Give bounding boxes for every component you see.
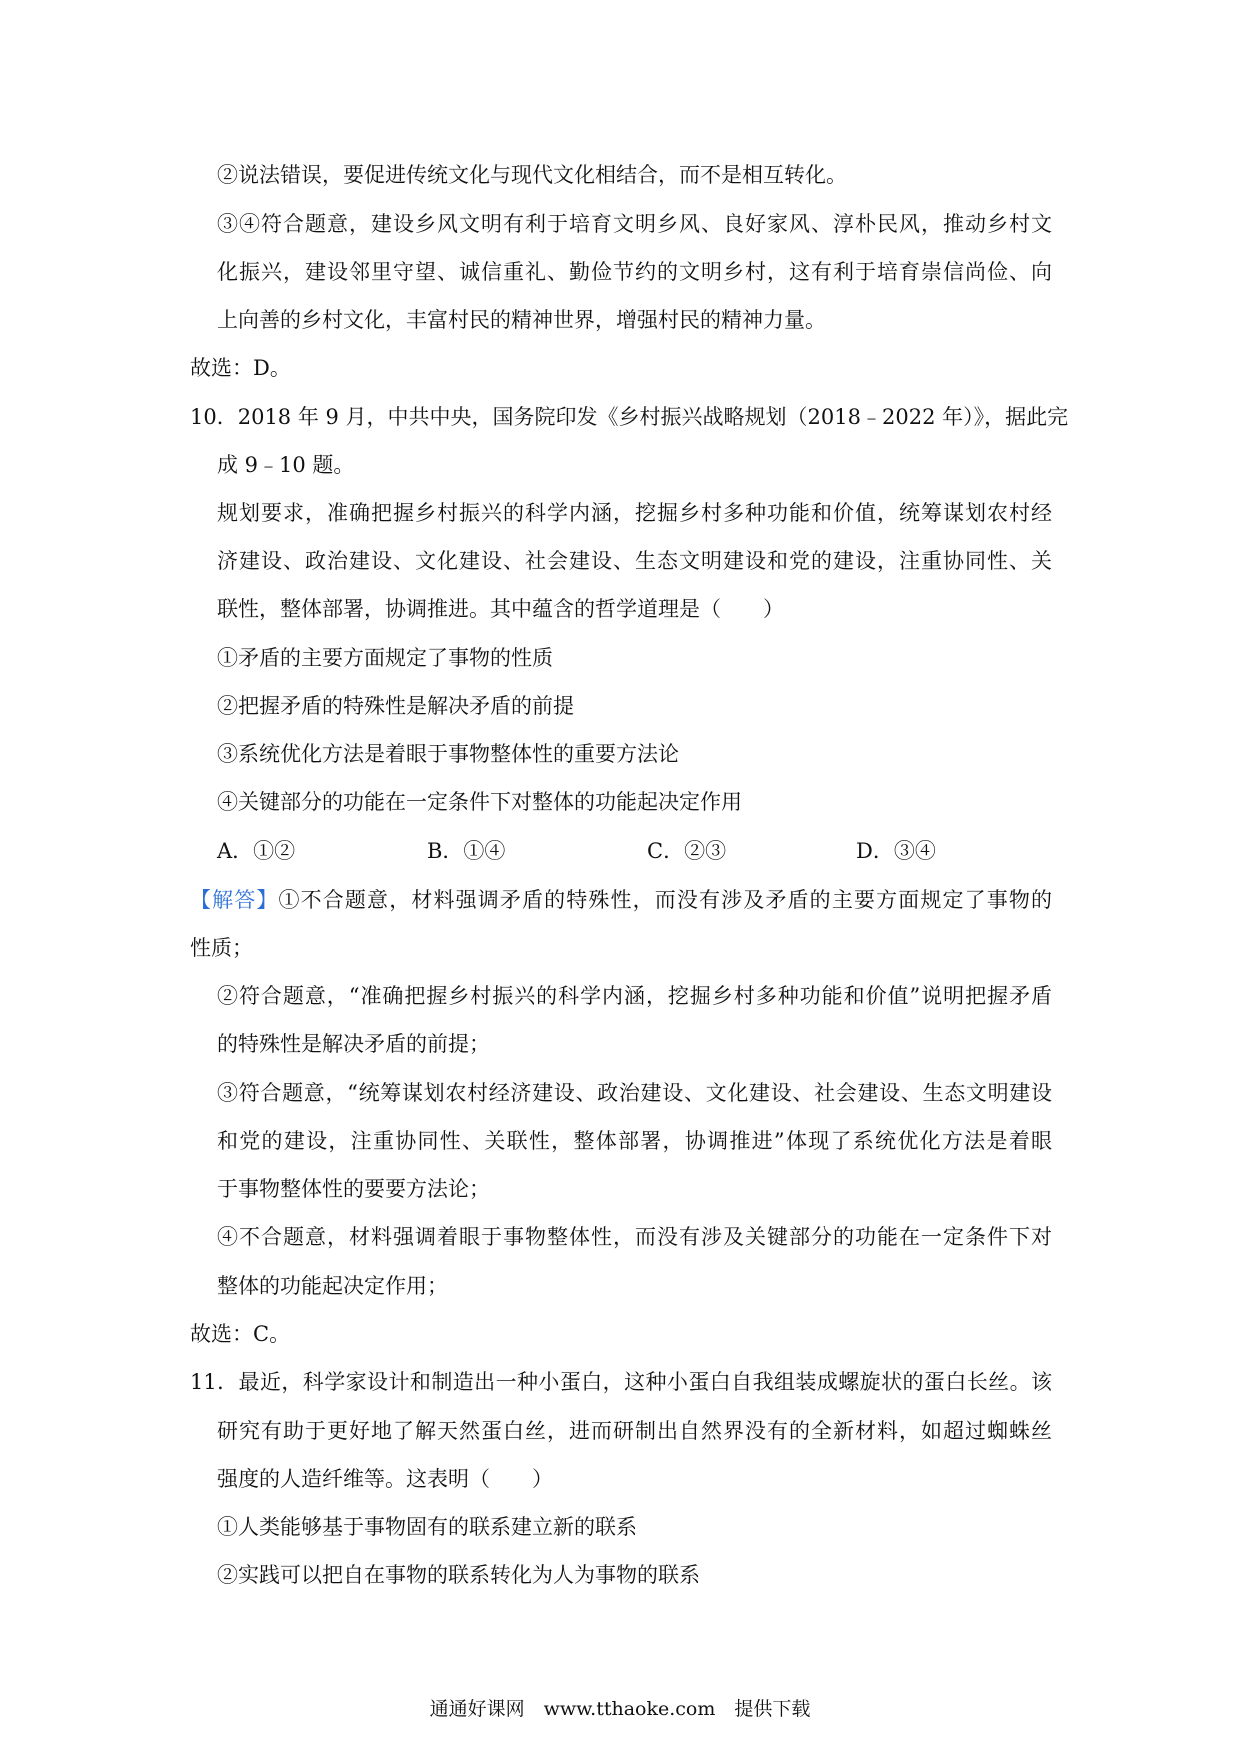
q10-answer3-line3: 于事物整体性的要要方法论； <box>217 1177 490 1201</box>
q11-stem-line2: 研究有助于更好地了解天然蛋白丝，进而研制出自然界没有的全新材料，如超过蜘蛛丝 <box>217 1419 1052 1443</box>
q10-statement-4: ④关键部分的功能在一定条件下对整体的功能起决定作用 <box>217 790 742 814</box>
q11-stem-line3: 强度的人造纤维等。这表明（ ） <box>217 1467 553 1491</box>
q11-statement-1: ①人类能够基于事物固有的联系建立新的联系 <box>217 1515 637 1539</box>
q10-statement-1: ①矛盾的主要方面规定了事物的性质 <box>217 646 553 670</box>
q10-statement-3: ③系统优化方法是着眼于事物整体性的重要方法论 <box>217 742 679 766</box>
q11-stem-line1: 11．最近，科学家设计和制造出一种小蛋白，这种小蛋白自我组装成螺旋状的蛋白长丝。该 <box>190 1370 1052 1394</box>
q10-material-line2: 济建设、政治建设、文化建设、社会建设、生态文明建设和党的建设，注重协同性、关 <box>217 549 1052 573</box>
q10-answer2-line1: ②符合题意，“准确把握乡村振兴的科学内涵，挖掘乡村多种功能和价值”说明把握矛盾 <box>217 984 1052 1008</box>
q10-answer-line2: 性质； <box>190 936 253 960</box>
q10-option-c: C．②③ <box>647 839 727 863</box>
q10-stem-line2: 成 9﹣10 题。 <box>217 453 355 477</box>
q10-answer4-line2: 整体的功能起决定作用； <box>217 1274 448 1298</box>
q10-answer3-line2: 和党的建设，注重协同性、关联性，整体部署，协调推进”体现了系统优化方法是着眼 <box>217 1129 1052 1153</box>
answer-item-2: ②说法错误，要促进传统文化与现代文化相结合，而不是相互转化。 <box>217 163 847 187</box>
q10-material-line3: 联性，整体部署，协调推进。其中蕴含的哲学道理是（ ） <box>217 597 784 621</box>
q10-option-b: B．①④ <box>427 839 506 863</box>
q10-option-a: A．①② <box>217 839 296 863</box>
q10-stem-line1: 10．2018 年 9 月，中共中央，国务院印发《乡村振兴战略规划（2018﹣2022 年）》，据此完 <box>190 405 1069 429</box>
q10-option-d: D．③④ <box>856 839 936 863</box>
answer-tag: 【解答】 <box>190 888 279 912</box>
page-footer: 通通好课网 www.tthaoke.com 提供下载 <box>429 1698 811 1720</box>
q11-statement-2: ②实践可以把自在事物的联系转化为人为事物的联系 <box>217 1563 700 1587</box>
q10-answer-text: ①不合题意，材料强调矛盾的特殊性，而没有涉及矛盾的主要方面规定了事物的 <box>278 888 1053 912</box>
q10-answer-line1 <box>190 885 1052 915</box>
answer-item-34-line2: 化振兴，建设邻里守望、诚信重礼、勤俭节约的文明乡村，这有利于培育崇信尚俭、向 <box>217 260 1052 284</box>
answer-item-34-line3: 上向善的乡村文化，丰富村民的精神世界，增强村民的精神力量。 <box>217 308 826 332</box>
q10-answer3-line1: ③符合题意，“统筹谋划农村经济建设、政治建设、文化建设、社会建设、生态文明建设 <box>217 1081 1052 1105</box>
q10-conclusion: 故选：C。 <box>190 1322 291 1346</box>
answer-conclusion-q9: 故选：D。 <box>190 356 291 380</box>
answer-item-34-line1: ③④符合题意，建设乡风文明有利于培育文明乡风、良好家风、淳朴民风，推动乡村文 <box>217 212 1052 236</box>
q10-statement-2: ②把握矛盾的特殊性是解决矛盾的前提 <box>217 694 574 718</box>
q10-answer2-line2: 的特殊性是解决矛盾的前提； <box>217 1032 490 1056</box>
q10-material-line1: 规划要求，准确把握乡村振兴的科学内涵，挖掘乡村多种功能和价值，统筹谋划农村经 <box>217 501 1052 525</box>
q10-answer4-line1: ④不合题意，材料强调着眼于事物整体性，而没有涉及关键部分的功能在一定条件下对 <box>217 1225 1052 1249</box>
